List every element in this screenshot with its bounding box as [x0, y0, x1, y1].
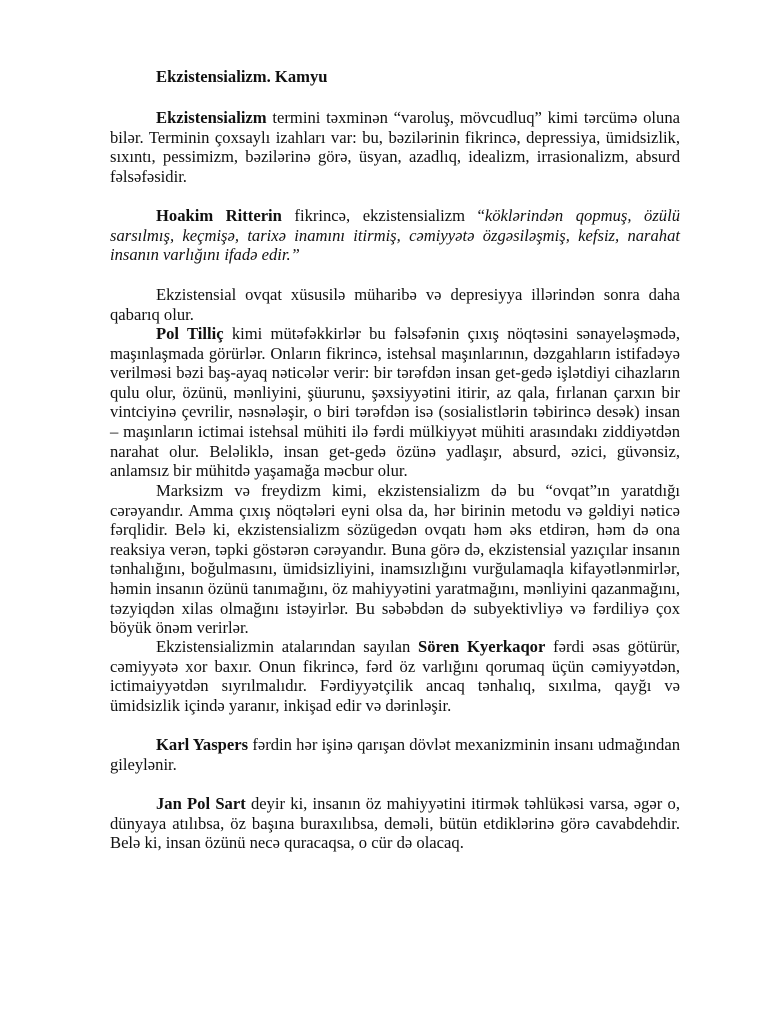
paragraph-text: Marksizm və freydizm kimi, ekzistensializm də bu “ovqat”ın yaratdığı cərəyandır. Amma çıxış nöqtələri eyni olsa da, hər birinin metodu və gəldiyi nəticə fərqlidir. Belə ki, ekzistensializm sözügedən ovqatı həm əks etdirən, həm də ona reaksiya verən, təpki göstərən cərəyandır. Buna görə də, ekzistensial yazıçılar insanın tənhalığını, boğulmasını, ümidsizliyini, inamsızlığını vurğulamaqla kifayətlənmirlər, həmin insanın özünü tanımağını, öz mahiyyətini yaratmağını, mənliyini qazanmağını, təzyiqdən xilas olmağını istəyirlər. Bu səbəbdən də subyektivliyə və fərdiliyə çox böyük önəm verirlər.: [110, 481, 680, 638]
bold-author: Karl Yaspers: [156, 735, 249, 754]
paragraph-text: deyir ki, insanın öz mahiyyətini itirmək təhlükəsi varsa, əgər o, dünyaya atılıbsa, öz başına buraxılıbsa, deməli, bütün etdiklərinə görə cavabdehdir. Belə ki, insan özünü necə quracaqsa, o cür də olacaq.: [110, 794, 680, 853]
bold-term: Ekzistensializm: [156, 108, 267, 127]
paragraph-text: fikrincə, ekzistensializm “: [281, 206, 485, 225]
paragraph-text: termini təxminən “varoluş, mövcudluq” kimi tərcümə oluna bilər. Terminin çoxsaylı izahları var: bu, bəzilərinin fikrincə, depressiya, ümidsizlik, sıxıntı, pessimizm, bəzilərinə görə, üsyan, azadlıq, idealizm, irrasionalizm, absurd fəlsəfəsidir.: [110, 108, 680, 186]
paragraph-text: fərdi əsas götürür, cəmiyyətə xor baxır. Onun fikrincə, fərd öz varlığını qorumaq üçün cəmiyyətdən, ictimaiyyətdən sıyrılmalıdır. Fərdiyyətçilik ancaq tənhalıq, sıxılma, qayğı və ümidsizlik içində yaranır, inkişad edir və dərinləşir.: [110, 637, 681, 715]
italic-quote: köklərindən qopmuş, özülü sarsılmış, keçmişə, tarixə inamını itirmiş, cəmiyyətə özgəsiləşmiş, kefsiz, narahat insanın varlığını ifadə edir.”: [110, 206, 680, 265]
bold-author: Hoakim Ritterin: [156, 206, 282, 225]
bold-author: Jan Pol Sart: [156, 794, 246, 813]
paragraph-ovqat: [110, 285, 680, 324]
bold-author: Pol Tilliç: [156, 324, 224, 343]
paragraph-ritter: [110, 206, 680, 265]
paragraph-marksizm: [110, 481, 680, 638]
paragraph-yaspers: [110, 735, 680, 774]
paragraph-text: kimi mütəfəkkirlər bu fəlsəfənin çıxış nöqtəsini sənayeləşmədə, maşınlaşmada görürlər. Onların fikrincə, istehsal maşınlarının, dəzgahların istifadəyə verilməsi bəzi baş-ayaq nəticələr verir: bir tərəfdən insan get-gedə işlətdiyi cihazların qulu olur, özünü, mənliyini, şüurunu, şəxsiyyətini itirir, az qala, fırlanan çarxın bir vintciyinə çevrilir, nəsnələşir, o biri tərəfdən isə (sosialistlərin təbirincə desək) insan – maşınların ictimai istehsal mühiti ilə fərdi mülkiyyət mühiti arasındakı ziddiyətdən narahat olur. Beləliklə, insan get-gedə özünə yadlaşır, absurd, əzici, güvənsiz, anlamsız bir mühitdə yaşamağa məcbur olur.: [110, 324, 681, 481]
paragraph-tillic: [110, 324, 680, 481]
document-title: Ekzistensializm. Kamyu: [156, 67, 328, 86]
paragraph-text: Ekzistensializmin atalarından sayılan: [156, 637, 419, 656]
bold-author: Sören Kyerkaqor: [418, 637, 546, 656]
paragraph-ekzistensializm: [110, 108, 680, 186]
paragraph-sart: [110, 794, 680, 853]
paragraph-text: fərdin hər işinə qarışan dövlət mexanizminin insanı udmağından gileylənir.: [110, 735, 681, 774]
paragraph-text: Ekzistensial ovqat xüsusilə müharibə və depresiyya illərindən sonra daha qabarıq olur.: [110, 285, 680, 324]
paragraph-kyerkaqor: [110, 637, 680, 715]
